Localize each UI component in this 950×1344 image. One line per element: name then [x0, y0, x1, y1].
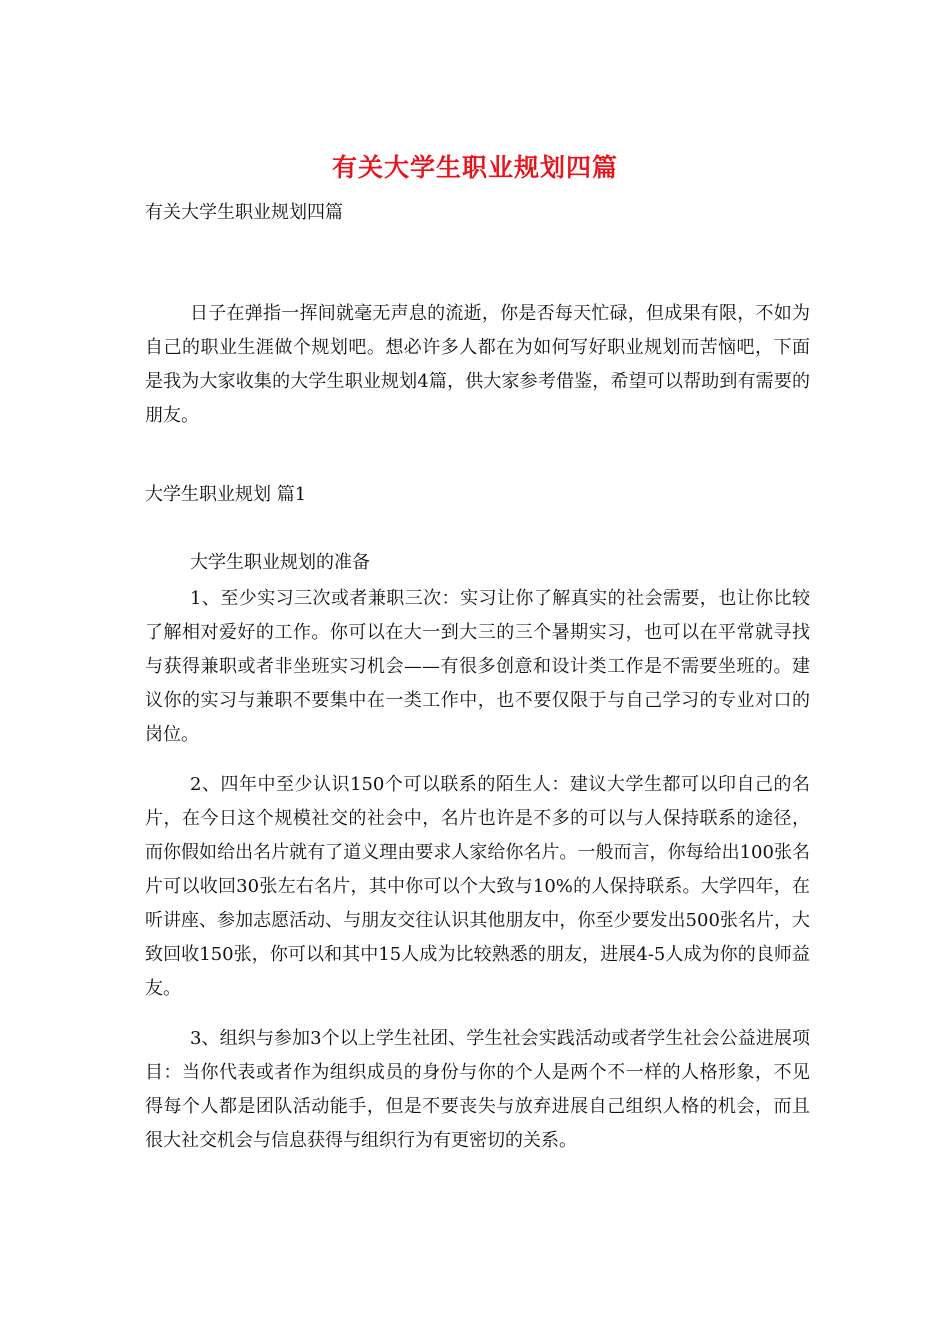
- paragraph-3: 3、组织与参加3个以上学生社团、学生社会实践活动或者学生社会公益进展项目：当你代表或者作为组织成员的身份与你的个人是两个不一样的人格形象，不见得每个人都是团队活动能手，但是不要丧失与放弃进展自己组织人格的机会，而且很大社交机会与信息获得与组织行为有更密切的关系。: [145, 1028, 810, 1151]
- section-sub-heading: 大学生职业规划的准备: [190, 552, 370, 573]
- section-heading: 大学生职业规划 篇1: [145, 484, 307, 505]
- intro-paragraph: 日子在弹指一挥间就毫无声息的流逝，你是否每天忙碌，但成果有限，不如为自己的职业生涯做个规划吧。想必许多人都在为如何写好职业规划而苦恼吧，下面是我为大家收集的大学生职业规划4篇，供大家参考借鉴，希望可以帮助到有需要的朋友。: [145, 303, 810, 426]
- document-title: 有关大学生职业规划四篇: [331, 153, 618, 182]
- document-subtitle: 有关大学生职业规划四篇: [145, 202, 343, 223]
- paragraph-1: 1、至少实习三次或者兼职三次：实习让你了解真实的社会需要，也让你比较了解相对爱好的工作。你可以在大一到大三的三个暑期实习，也可以在平常就寻找与获得兼职或者非坐班实习机会——有很多创意和设计类工作是不需要坐班的。建议你的实习与兼职不要集中在一类工作中，也不要仅限于与自己学习的专业对口的岗位。: [145, 588, 810, 745]
- paragraph-2: 2、四年中至少认识150个可以联系的陌生人：建议大学生都可以印自己的名片，在今日这个规模社交的社会中，名片也许是不多的可以与人保持联系的途径，而你假如给出名片就有了道义理由要求人家给你名片。一般而言，你每给出100张名片可以收回30张左右名片，其中你可以个大致与10%的人保持联系。大学四年，在听讲座、参加志愿活动、与朋友交往认识其他朋友中，你至少要发出500张名片，大致回收150张，你可以和其中15人成为比较熟悉的朋友，进展4-5人成为你的良师益友。: [145, 774, 810, 999]
